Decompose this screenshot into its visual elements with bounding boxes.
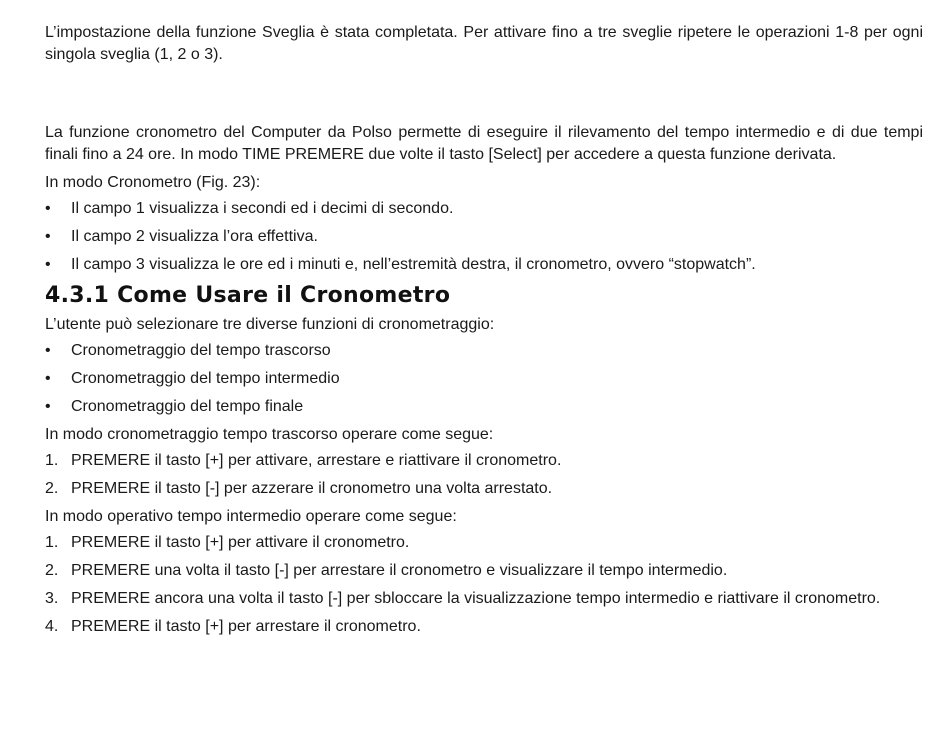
list-item	[45, 226, 923, 248]
step-number: 3.	[45, 590, 59, 607]
step-item	[45, 560, 923, 582]
elapsed-mode-label: In modo cronometraggio tempo trascorso operare come segue:	[45, 426, 494, 443]
alarm-completion-paragraph: L’impostazione della funzione Sveglia è stata completata. Per attivare fino a tre sveglie ripetere le operazioni 1-8 per ogni singola sveglia (1, 2 o 3).	[45, 24, 923, 63]
step-text: PREMERE il tasto [+] per attivare il cronometro.	[71, 534, 410, 551]
list-item-text: Il campo 2 visualizza l’ora effettiva.	[71, 228, 318, 245]
section-heading: 4.3.1 Come Usare il Cronometro	[45, 283, 451, 308]
bullet-mark: •	[45, 228, 51, 245]
list-item-text: Cronometraggio del tempo finale	[71, 398, 304, 415]
bullet-mark: •	[45, 398, 51, 415]
timing-bullet-list	[45, 340, 923, 418]
list-item-text: Il campo 1 visualizza i secondi ed i decimi di secondo.	[71, 200, 454, 217]
step-text: PREMERE il tasto [-] per azzerare il cronometro una volta arrestato.	[71, 480, 553, 497]
step-item	[45, 478, 923, 500]
step-number: 1.	[45, 534, 59, 551]
stopwatch-mode-label: In modo Cronometro (Fig. 23):	[45, 174, 261, 191]
step-item	[45, 532, 923, 554]
list-item-text: Cronometraggio del tempo trascorso	[71, 342, 331, 359]
list-item-text: Cronometraggio del tempo intermedio	[71, 370, 340, 387]
step-text: PREMERE il tasto [+] per arrestare il cronometro.	[71, 618, 421, 635]
stopwatch-intro-paragraph: La funzione cronometro del Computer da Polso permette di eseguire il rilevamento del tempo intermedio e di due tempi finali fino a 24 ore. In modo TIME PREMERE due volte il tasto [Select] per accedere a questa funzione derivata.	[45, 124, 923, 163]
step-text: PREMERE il tasto [+] per attivare, arrestare e riattivare il cronometro.	[71, 452, 562, 469]
step-number: 1.	[45, 452, 59, 469]
list-item-text: Il campo 3 visualizza le ore ed i minuti e, nell’estremità destra, il cronometro, ovvero “stopwatch”.	[71, 256, 756, 273]
step-item	[45, 450, 923, 472]
step-number: 2.	[45, 480, 59, 497]
document-page	[45, 22, 923, 644]
elapsed-steps-list	[45, 450, 923, 500]
step-number: 4.	[45, 618, 59, 635]
list-item	[45, 340, 923, 362]
list-item	[45, 254, 923, 276]
list-item	[45, 198, 923, 220]
step-number: 2.	[45, 562, 59, 579]
step-text: PREMERE una volta il tasto [-] per arrestare il cronometro e visualizzare il tempo intermedio.	[71, 562, 728, 579]
field-bullet-list	[45, 198, 923, 276]
list-item	[45, 396, 923, 418]
bullet-mark: •	[45, 342, 51, 359]
step-item	[45, 588, 923, 610]
bullet-mark: •	[45, 370, 51, 387]
list-item	[45, 368, 923, 390]
bullet-mark: •	[45, 200, 51, 217]
section-intro-paragraph: L’utente può selezionare tre diverse funzioni di cronometraggio:	[45, 316, 495, 333]
split-steps-list	[45, 532, 923, 638]
bullet-mark: •	[45, 256, 51, 273]
step-text: PREMERE ancora una volta il tasto [-] per sbloccare la visualizzazione tempo intermedio e riattivare il cronometro.	[71, 590, 881, 607]
step-item	[45, 616, 923, 638]
split-mode-label: In modo operativo tempo intermedio operare come segue:	[45, 508, 457, 525]
